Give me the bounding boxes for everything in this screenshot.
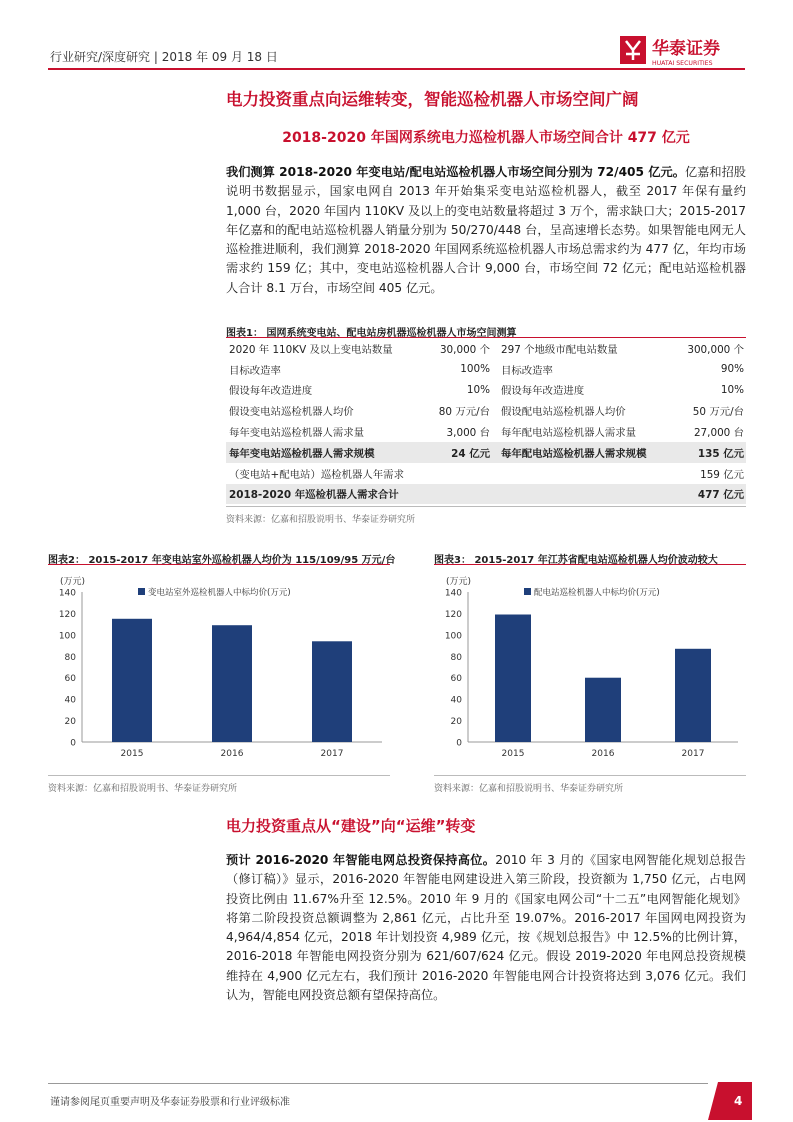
bar-2015 [112,619,152,742]
y-tick-label: 0 [70,738,76,749]
cell: 80 万元/台 [438,406,490,419]
cell: 假设每年改造进度 [501,385,585,398]
table1-bottom-rule [226,506,746,507]
header-text: 行业研究/深度研究 | 2018 年 09 月 18 日 [50,50,278,64]
chart3-top-rule [434,564,746,565]
chart3-bottom-rule [434,775,746,776]
para2-text: 2010 年 3 月的《国家电网智能化规划总报告（修订稿）》显示，2016-2020 年智能电网建设进入第三阶段，投资额为 1,750 亿元，占电网投资比例由 11.67%升至 12.5%。2010 年 9 月的《国家电网公司“十二五”电网智能化规划》将第二阶段投资总额调整为 2,861 亿元，占比升至 19.07%。2016-2017 年国网电网投资为 4,964/4,854 亿元，2018 年计划投资 4,989 亿元，按《规划总报告》中 12.5%的比例计算，2016-2018 年智能电网投资分别为 621/607/624 亿元。假设 2019-2020 年电网总投资规模维持在 4,900 亿元左右，我们预计 2016-2020 年智能电网合计投资将达到 3,076 亿元。我们认为，智能电网投资总额有望保持高位。 [226,853,746,1003]
cell: 2018-2020 年巡检机器人需求合计 [226,484,684,505]
y-tick-label: 120 [444,609,462,620]
page-number: 4 [734,1094,743,1108]
chart3-title: 图表3： 2015-2017 年江苏省配电站巡检机器人均价波动较大 [434,555,718,566]
legend-label: 变电站室外巡检机器人中标均价(万元) [148,588,291,598]
cell: 50 万元/台 [692,406,744,419]
bar-2016 [585,678,621,742]
cell: 27,000 台 [693,427,744,440]
page-tab-shape [708,1082,752,1120]
section1-subtitle: 2018-2020 年国网系统电力巡检机器人市场空间合计 477 亿元 [282,130,690,146]
paragraph-1 [226,163,746,298]
legend-swatch [138,588,145,595]
cell: 目标改造率 [229,364,281,377]
para1-text: 亿嘉和招股说明书数据显示，国家电网自 2013 年开始集采变电站巡检机器人，截至 2017 年保有量约 1,000 台，2020 年国内 110KV 及以上的变电站数量将超过 3 万个，需求缺口大；2015-2017 年亿嘉和的配电站巡检机器人销量分别为 50/270/448 台，呈高速增长态势。如果智能电网无人巡检推进顺利，我们测算 2018-2020 年国网系统巡检机器人市场总需求约为 477 亿，年均市场需求约 159 亿；其中，变电站巡检机器人合计 9,000 台，市场空间 72 亿元；配电站巡检机器人合计 8.1 万台，市场空间 405 亿元。 [226,165,746,295]
cell: 假设配电站巡检机器人均价 [501,406,626,419]
cell: 每年变电站巡检机器人需求规模 [226,442,412,463]
y-tick-label: 20 [450,717,462,728]
x-tick-label: 2017 [320,749,344,759]
logo-cn: 华泰证券 [652,39,720,59]
x-tick-label: 2016 [591,749,615,759]
chart2-title: 图表2： 2015-2017 年变电站室外巡检机器人均价为 115/109/95 万元/台 [48,555,396,566]
table-row [226,463,746,484]
para1-bold: 我们测算 2018-2020 年变电站/配电站巡检机器人市场空间分别为 72/405 亿元。 [226,165,685,179]
table-row [226,400,746,421]
table1-source: 资料来源：亿嘉和招股说明书、华泰证券研究所 [226,515,416,525]
paragraph-2 [226,851,746,1005]
bar-2015 [495,615,531,743]
cell: 10% [720,383,744,396]
table-row [226,484,746,505]
cell: 24 亿元 [412,442,498,463]
chart2-source: 资料来源：亿嘉和招股说明书、华泰证券研究所 [48,784,238,794]
x-tick-label: 2016 [220,749,244,759]
y-tick-label: 100 [58,631,76,642]
cell: 90% [720,363,744,376]
y-tick-label: 80 [450,652,462,663]
y-tick-label: 60 [450,674,462,685]
logo-en: HUATAI SECURITIES [652,60,713,67]
cell: 每年配电站巡检机器人需求量 [501,427,637,440]
section1-title: 电力投资重点向运维转变，智能巡检机器人市场空间广阔 [226,90,639,109]
cell: 10% [466,383,490,396]
chart3-bar-chart [434,570,746,770]
x-tick-label: 2017 [681,749,705,759]
y-unit-label: (万元) [60,577,86,587]
table-row [226,421,746,442]
section2-title: 电力投资重点从“建设”向“运维”转变 [226,817,476,835]
chart2-bottom-rule [48,775,390,776]
market-size-table [226,338,746,504]
cell: 30,000 个 [439,343,490,356]
y-tick-label: 20 [64,717,76,728]
header-rule [48,68,745,70]
chart2-bar-chart [48,570,390,770]
cell: 2020 年 110KV 及以上变电站数量 [229,343,393,356]
x-tick-label: 2015 [501,749,525,759]
table-row [226,359,746,380]
cell: 假设变电站巡检机器人均价 [229,406,354,419]
legend-swatch [524,588,531,595]
footer-rule [48,1083,708,1084]
cell: 300,000 个 [687,343,744,356]
cell: 297 个地级市配电站数量 [501,343,618,356]
y-tick-label: 120 [58,609,76,620]
y-tick-label: 80 [64,652,76,663]
y-unit-label: (万元) [446,577,472,587]
x-tick-label: 2015 [120,749,144,759]
cell: 假设每年改造进度 [229,385,313,398]
footer-disclaimer: 谨请参阅尾页重要声明及华泰证券股票和行业评级标准 [50,1097,290,1108]
huatai-logo [618,32,746,72]
y-tick-label: 40 [64,695,76,706]
bar-2017 [675,649,711,742]
chart2-top-rule [48,564,390,565]
y-tick-label: 60 [64,674,76,685]
chart3-source: 资料来源：亿嘉和招股说明书、华泰证券研究所 [434,784,624,794]
y-tick-label: 0 [456,738,462,749]
logo-mark-icon [620,36,646,64]
table1-title: 图表1： 国网系统变电站、配电站房机器巡检机器人市场空间测算 [226,328,517,339]
table-row [226,380,746,401]
y-tick-label: 140 [58,588,76,599]
legend-label: 配电站巡检机器人中标均价(万元) [534,588,660,598]
cell: 100% [460,363,490,376]
table-row [226,338,746,359]
cell: 目标改造率 [501,364,553,377]
cell: 477 亿元 [684,484,746,505]
cell: 135 亿元 [684,442,746,463]
cell: 3,000 台 [446,427,490,440]
cell: 每年变电站巡检机器人需求量 [229,427,365,440]
bar-2016 [212,625,252,742]
para2-bold: 预计 2016-2020 年智能电网总投资保持高位。 [226,853,496,867]
bar-2017 [312,641,352,742]
y-tick-label: 40 [450,695,462,706]
cell: （变电站+配电站）巡检机器人年需求 [229,468,404,481]
table-row [226,442,746,463]
y-tick-label: 100 [444,631,462,642]
y-tick-label: 140 [444,588,462,599]
cell: 每年配电站巡检机器人需求规模 [498,442,684,463]
cell: 159 亿元 [700,468,744,481]
